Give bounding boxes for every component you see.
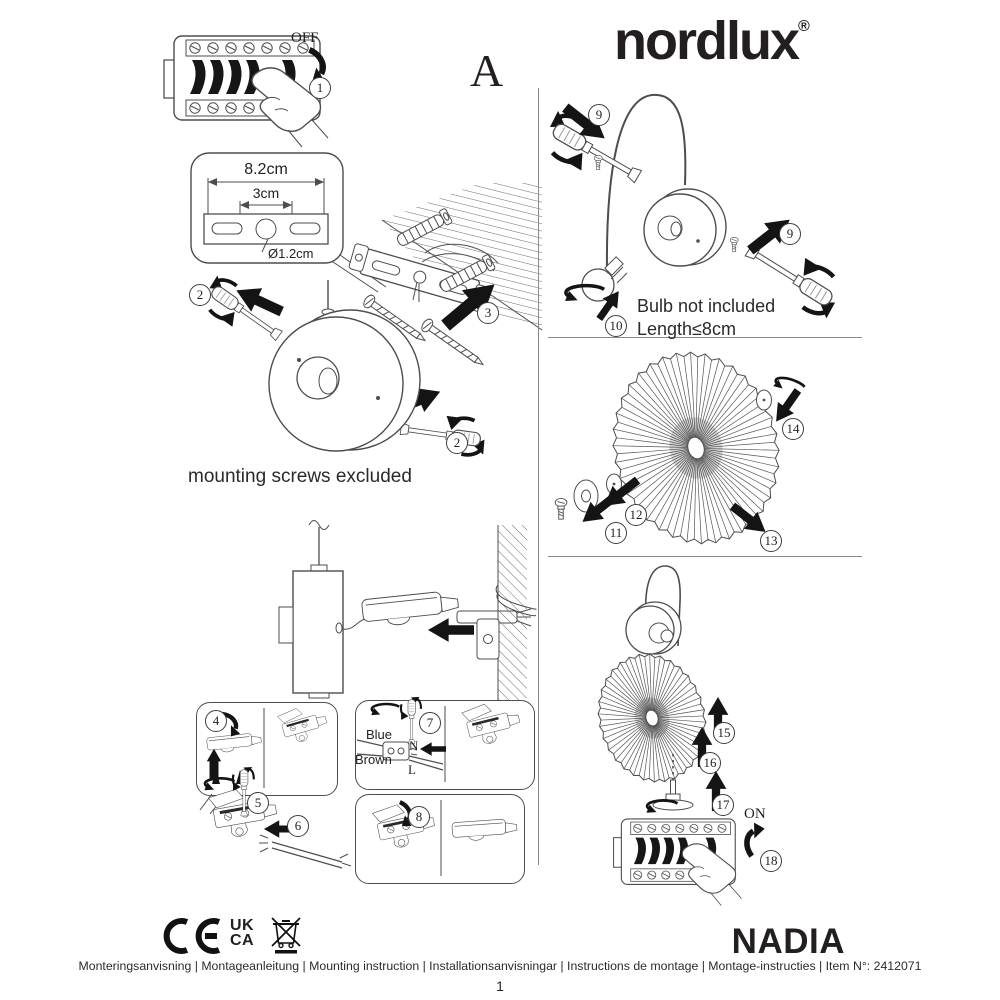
ce-mark-text (0, 0, 1, 1)
step-3-badge: 3 (477, 302, 499, 324)
footer-instructions: Monteringsanvisning | Montageanleitung | Mounting instruction | Installationsanvisningar | Instructions de montage | Montage-instructies | Item N°: 2412071 (78, 959, 922, 973)
step-9-badge: 9 (779, 223, 801, 245)
step-13-badge: 13 (760, 530, 782, 552)
ce-mark-icon (161, 918, 225, 954)
arrow-icon (592, 296, 626, 314)
ukca-mark (230, 918, 254, 948)
arrow-icon (600, 482, 642, 504)
step-5-badge: 5 (247, 792, 269, 814)
wire-blue-label: Blue (366, 727, 393, 742)
ukca-ca: CA (230, 932, 255, 949)
step-4-badge: 4 (205, 710, 227, 732)
product-name: NADIA (731, 922, 845, 961)
shade-exploded-figure (548, 344, 868, 559)
step-9-badge: 9 (588, 104, 610, 126)
power-off-label: OFF (291, 30, 319, 46)
step-2-badge: 2 (189, 284, 211, 306)
power-on-label: ON (744, 806, 766, 822)
step-17-badge: 17 (712, 794, 734, 816)
arrow-icon (428, 618, 474, 642)
arrow-icon (728, 508, 770, 530)
step-11-badge: 11 (605, 522, 627, 544)
lamp-body-figure (258, 280, 423, 465)
ukca-uk: UK (230, 917, 255, 934)
step-16-badge: 16 (699, 752, 721, 774)
step-14-badge: 14 (782, 418, 804, 440)
step-6-badge: 6 (287, 815, 309, 837)
step-2-badge: 2 (446, 432, 468, 454)
arrow-icon (768, 396, 806, 416)
registered-mark: ® (798, 18, 810, 35)
step-7-badge: 7 (419, 712, 441, 734)
dim-hole-label: Ø1.2cm (268, 246, 314, 261)
page-number: 1 (496, 978, 504, 994)
bulb-length-note: Length≤8cm (637, 319, 736, 339)
mounting-note: mounting screws excluded (188, 466, 412, 487)
junction-wiring-figure (245, 515, 545, 705)
brand-name: nordlux (614, 11, 798, 71)
step-10-badge: 10 (605, 315, 627, 337)
weee-bin-icon (270, 912, 302, 954)
terminal-l-label: L (408, 762, 416, 777)
step-12-badge: 12 (625, 504, 647, 526)
arrow-icon (420, 742, 446, 756)
dim-width-label: 8.2cm (244, 161, 288, 178)
step-18-badge: 18 (760, 850, 782, 872)
brand-logo (614, 10, 810, 72)
terminal-n-label: N (409, 738, 419, 753)
step-1-badge: 1 (309, 77, 331, 99)
step-8-badge: 8 (408, 806, 430, 828)
wire-brown-label: Brown (355, 752, 392, 767)
bulb-note: Bulb not included (637, 296, 776, 316)
section-label: A (470, 45, 504, 96)
step-8-figure (355, 794, 523, 882)
dim-spacing-label: 3cm (252, 185, 280, 201)
step-15-badge: 15 (713, 722, 735, 744)
